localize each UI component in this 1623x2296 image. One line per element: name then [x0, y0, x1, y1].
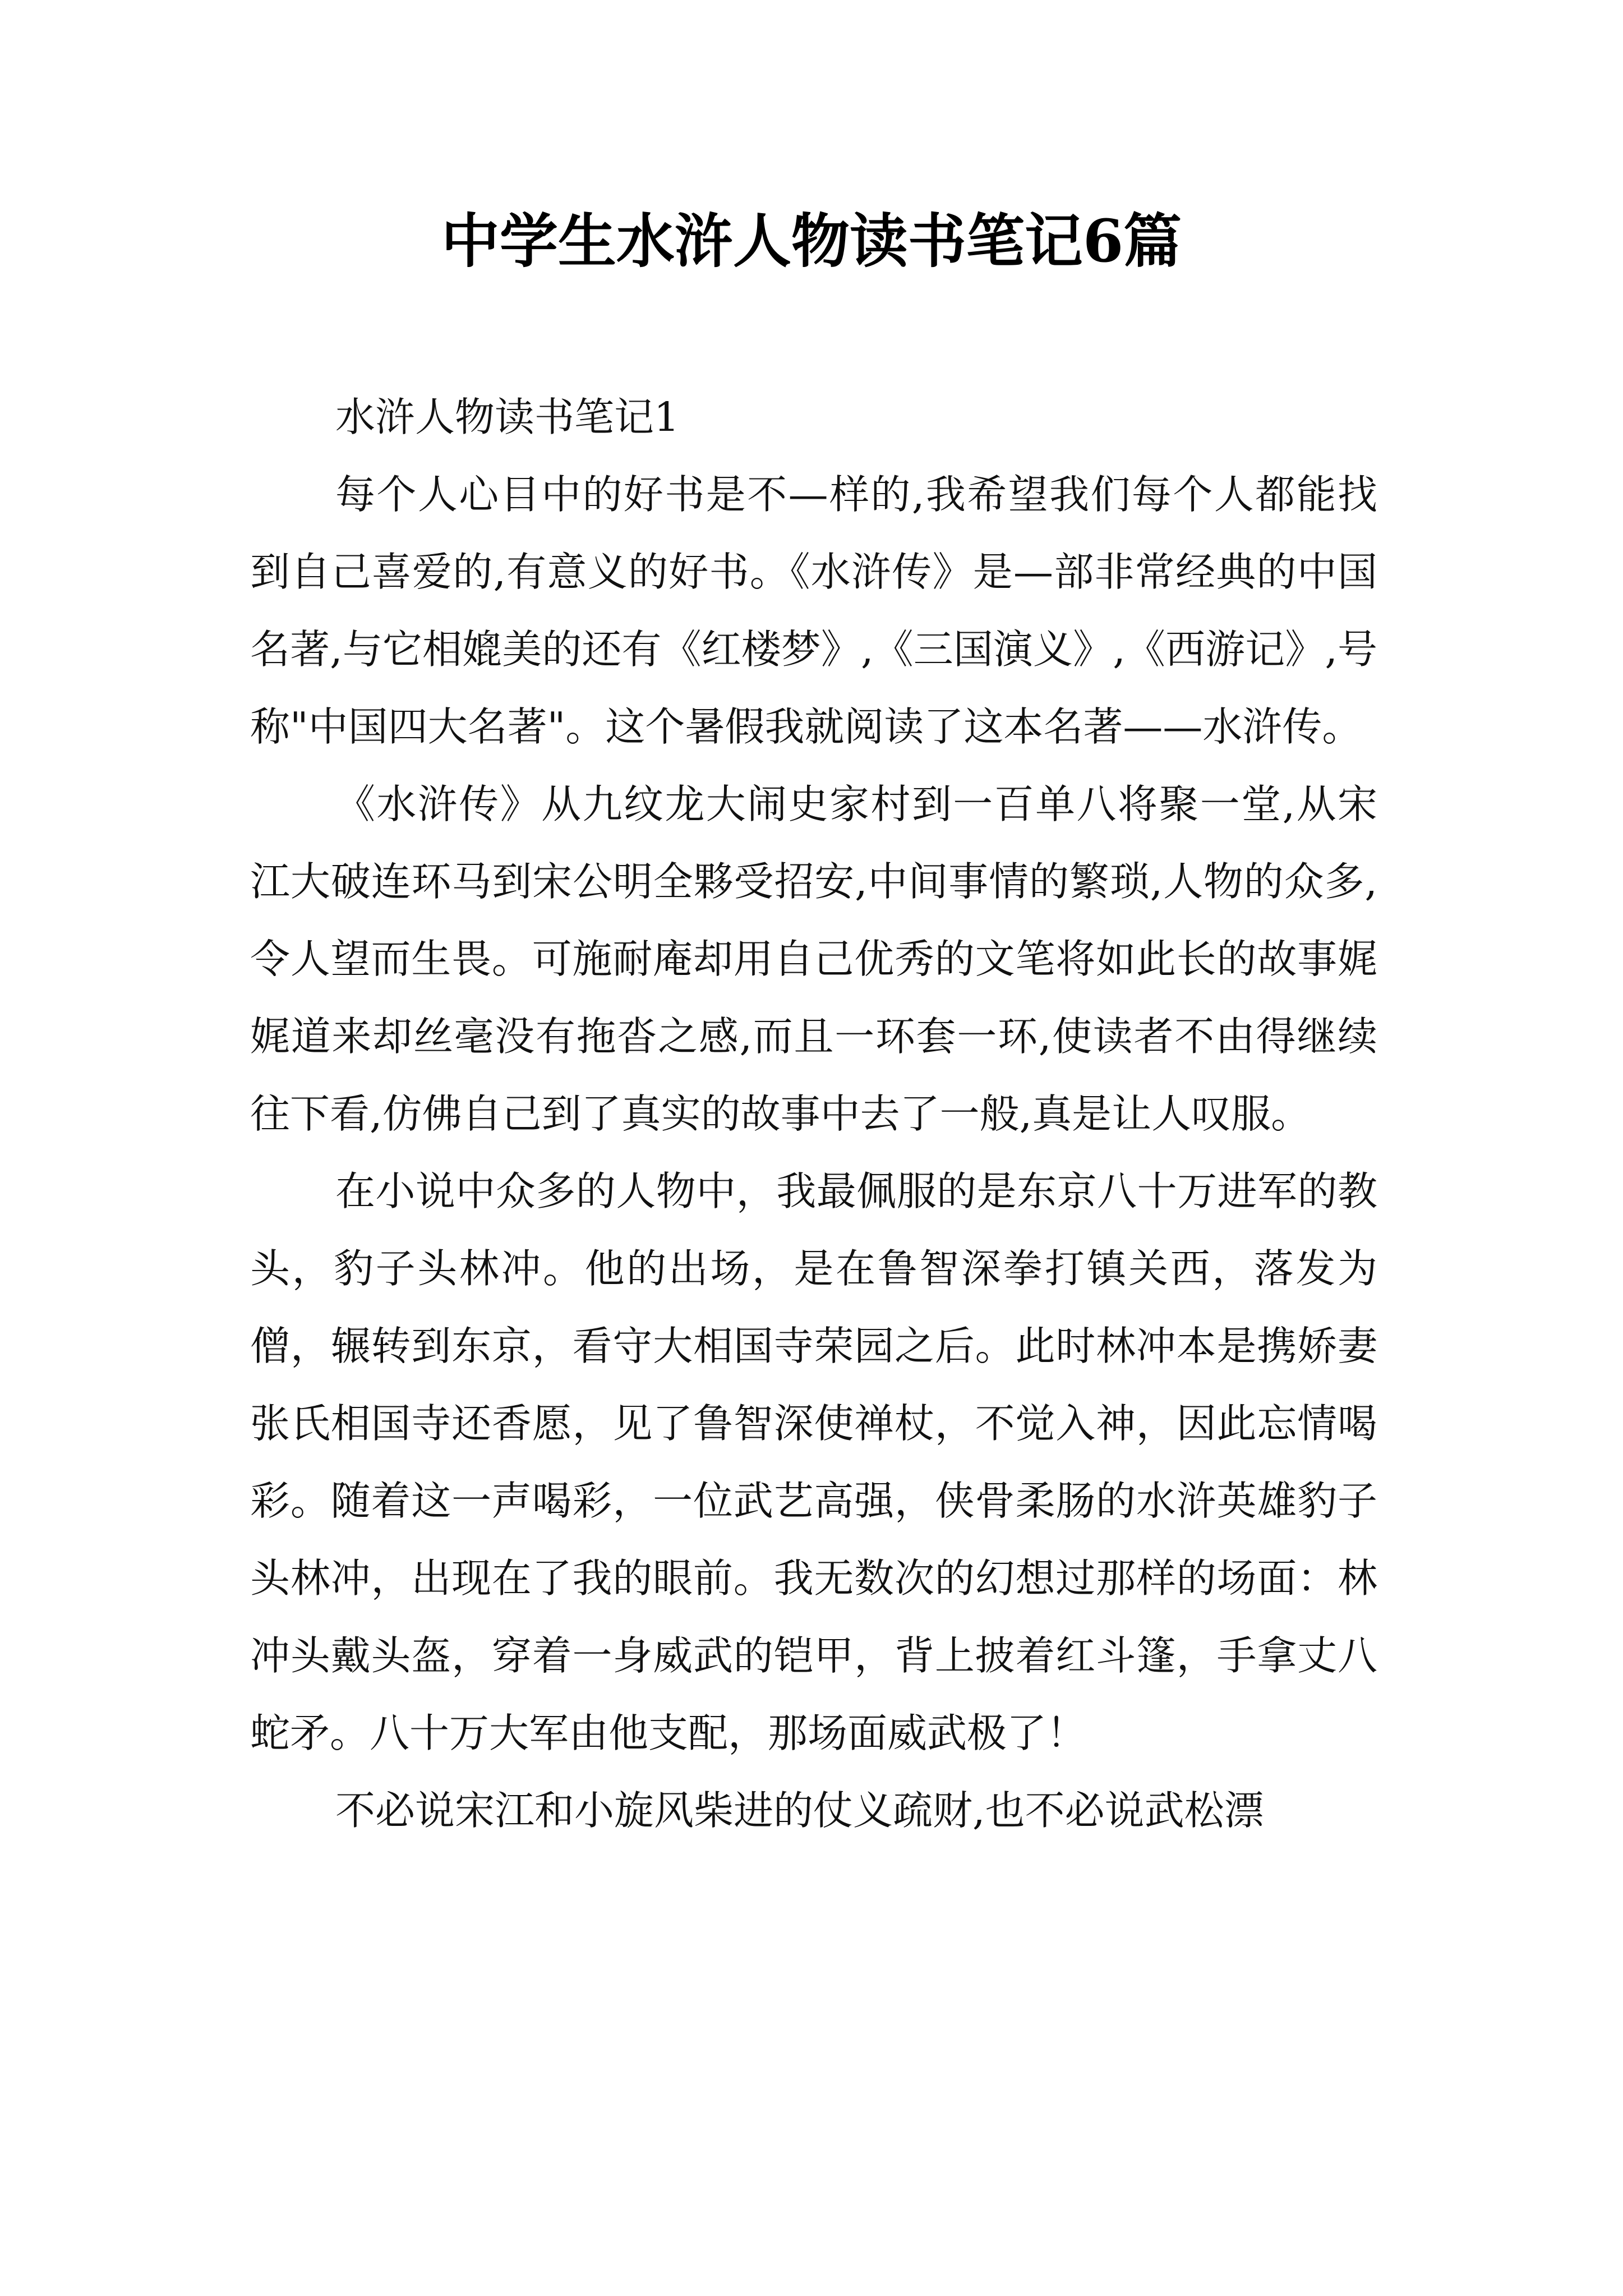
paragraph-1: 每个人心目中的好书是不—样的,我希望我们每个人都能找到自己喜爱的,有意义的好书。《水浒传》是—部非常经典的中国名著,与它相媲美的还有《红楼梦》,《三国演义》,《西游记》,号称"中国四大名著"。这个暑假我就阅读了这本名著——水浒传。 [250, 471, 1377, 750]
paragraph-2: 《水浒传》从九纹龙大闹史家村到一百单八将聚一堂,从宋江大破连环马到宋公明全夥受招安,中间事情的繁琐,人物的众多,令人望而生畏。可施耐庵却用自己优秀的文笔将如此长的故事娓娓道来却丝毫没有拖沓之感,而且一环套一环,使读者不由得继续往下看,仿佛自己到了真实的故事中去了一般,真是让人叹服。 [250, 781, 1377, 1137]
section-heading: 水浒人物读书笔记1 [335, 394, 680, 440]
paragraph-4: 不必说宋江和小旋风柴进的仗义疏财,也不必说武松漂 [335, 1787, 1264, 1834]
document-title: 中学生水浒人物读书笔记6篇 [441, 206, 1182, 275]
paragraph-3: 在小说中众多的人物中，我最佩服的是东京八十万进军的教头，豹子头林冲。他的出场，是在鲁智深拳打镇关西，落发为僧，辗转到东京，看守大相国寺荣园之后。此时林冲本是携娇妻张氏相国寺还香愿，见了鲁智深使禅杖，不觉入神，因此忘情喝彩。随着这一声喝彩，一位武艺高强，侠骨柔肠的水浒英雄豹子头林冲，出现在了我的眼前。我无数次的幻想过那样的场面：林冲头戴头盔，穿着一身威武的铠甲，背上披着红斗篷，手拿丈八蛇矛。八十万大军由他支配，那场面威武极了！ [250, 1168, 1377, 1756]
document-body [250, 379, 1377, 1849]
